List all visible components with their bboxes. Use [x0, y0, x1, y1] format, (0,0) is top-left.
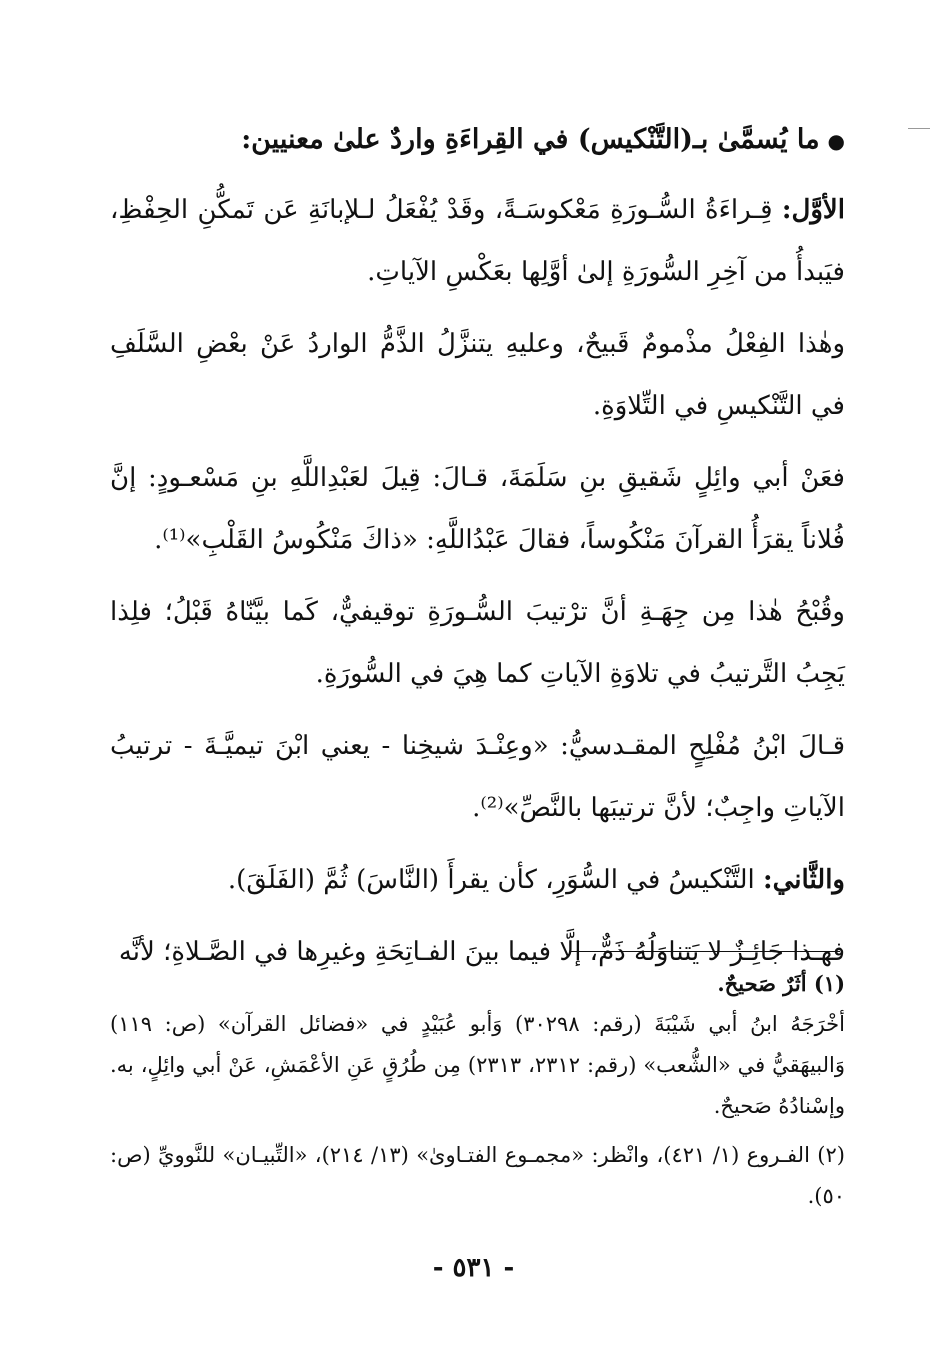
paragraph [110, 447, 845, 571]
section-heading-text: ما يُسمَّىٰ بـ(التَّنْكيس) في القِراءَةِ واردٌ علىٰ معنيين: [241, 124, 820, 155]
footnote-1-body: أخْرَجَهُ ابنُ أبي شَيْبَةَ (رقم: ٣٠٢٩٨) وَأبو عُبَيْدٍ في «فضائل القرآن» (ص: ١١٩) وَالبيهَقيُّ في «الشُّعب» (رقم: ٢٣١٢، ٢٣١٣) مِن طُرُقٍ عَنِ الأعْمَشِ، عَنْ أبي وائِلٍ، به. وإسْنادُهُ صَحيحٌ. [110, 1012, 846, 1118]
paragraph-text: وقُبْحُ هٰذا مِن جِهَـةِ أنَّ ترْتيبَ السُّـورَةِ توقيفيٌّ، كَما بيَّنّاهُ قَبْلُ؛ فلِذا يَجِبُ التَّرتيبُ في تلاوَةِ الآياتِ كما هِيَ في السُّورَةِ. [110, 597, 845, 689]
paragraph [110, 313, 845, 437]
paragraph-text: قـالَ ابْنُ مُفْلِحٍ المقـدسيُّ: «وعِنْـدَ شيخِنا - يعني ابْنَ تيميَّـةَ - ترتيبُ الآياتِ واجِبٌ؛ لأنَّ ترتيبَها بالنَّصِّ»⁽²⁾. [110, 731, 845, 823]
paragraph-text: فهـذا جَائِـزٌ لا يَتناوَلُهُ ذَمٌّ، إلَّا فيما بينَ الفـاتِحَةِ وغيرِها في الصَّـلاةِ؛ لأنَّه [118, 937, 845, 967]
footnote-2-body: (٢) الفـروع (١/ ٤٢١)، وانْظر: «مجمـوع الفتـاوىٰ» (١٣/ ٢١٤)، «التِّبيـان» للنَّوويِّ (ص: ٥٠). [110, 1143, 845, 1208]
section-heading [110, 118, 845, 163]
paragraph-lead: والثَّاني: [763, 865, 845, 895]
footnote-1-title: (١) أثَرٌ صَحيحٌ. [717, 971, 845, 996]
footnotes [110, 963, 845, 1217]
main-text [110, 118, 845, 993]
bullet-icon: ● [827, 129, 845, 153]
paragraph [110, 581, 845, 705]
paragraph-lead: الأوَّل: [781, 195, 845, 225]
page-edge-mark [908, 128, 930, 129]
paragraph-text: فعَنْ أبي وائِلٍ شَقيقِ بنِ سَلَمَةَ، قـالَ: قِيلَ لعَبْدِاللَّهِ بنِ مَسْعـودٍ: إنَّ فُلاناً يقرَأُ القرآنَ مَنْكُوساً، فقالَ عَبْدُاللَّهِ: «ذاكَ مَنْكُوسُ القَلْبِ»⁽¹⁾. [110, 463, 845, 555]
footnote-divider [570, 951, 840, 952]
paragraph [110, 715, 845, 839]
page-number: - ٥٣١ - [432, 1253, 515, 1283]
paragraph-text: وهٰذا الفِعْلُ مذْمومٌ قَبيحٌ، وعليهِ يتنزَّلُ الذَّمُّ الواردُ عَنْ بعْضِ السَّلَفِ في التَّنْكيسِ في التِّلاوَةِ. [110, 329, 845, 421]
paragraph-second-meaning [110, 849, 845, 911]
paragraph-first-meaning [110, 179, 845, 303]
paragraph-text: التَّنْكيسُ في السُّوَرِ، كأن يقرأَ (النَّاسَ) ثُمَّ (الفَلَقَ). [227, 865, 764, 895]
paragraph-text: قِـراءَةُ السُّـورَةِ مَعْكوسَـةً، وقَدْ يُفْعَلُ لـلإبانَةِ عَن تَمكُّنِ الحِفْظِ، فيَبدأُ من آخِرِ السُّورَةِ إلىٰ أوَّلِها بعَكْسِ الآياتِ. [110, 195, 845, 287]
